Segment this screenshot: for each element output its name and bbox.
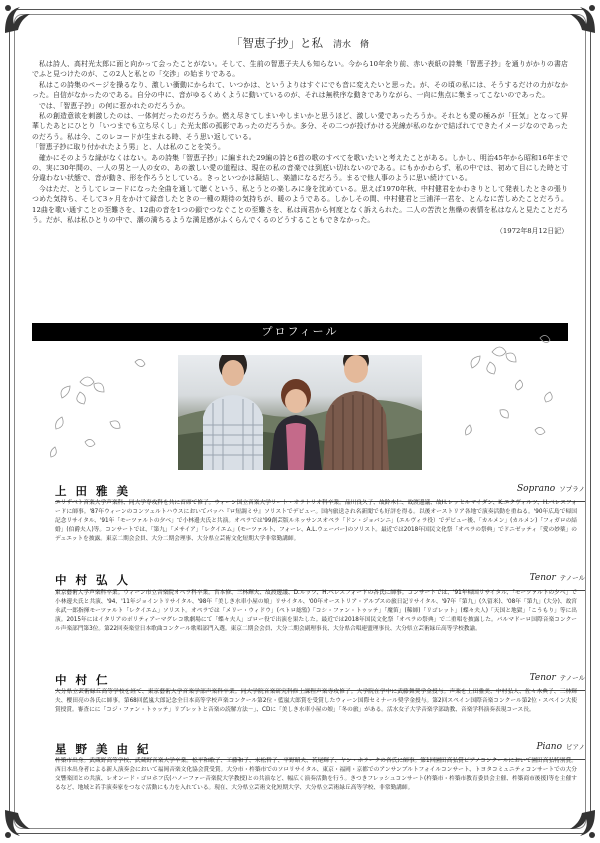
petal-decoration-icon (430, 330, 570, 460)
essay-paragraph: 確かにそのような縁がなくはない。あの詩集「智恵子抄」に編まれた29編の詩と6首の歌のすべてを歌いたいと考えたことがある。しかし、明治45年から昭和16年までの、実に30年間の、一人の男と一人の女の、あの激しい愛の道程は、現在の私の音楽では到底い切れないのである。にもかかわらず、私の中では、初めて目にした時と寸分違わない状態で、音が動き、形を作ろうとしている。きっといつかは凝結し、楽譜になるだろう。まるで他人事のように思い続けている。 (32, 153, 568, 183)
essay-paragraph: 今はただ、とうしてレコードになった全曲を通して聴くという、私とうとの楽しみに身を沈めている。思えば1970年秋、中村健君をかわきりとして発表したときの張りつめた気持ち、そして3ヶ月をかけて録音したときの一種の期待の気持ちが、暖のようである。しかしその間、中村健君と三浦洋一君を、とんなに苦しめたことだろう。12曲を歌い通すことの至難さを、12曲の音を1つの鎖でつなぐことの至難さを、私は両君から何度となく訴えられた。二人の苦渋と焦燥の表情を私はなんと見たことだろう。だが、私は私ひとりの中で、潮の満ちるような満足感がふくらんでくるのどうすることもできなかった。 (32, 184, 568, 225)
singer-bio: エリザベト音楽大学声楽科、同大学専攻科を共に首席で修了。ウィーン国立音楽大学リート・オラトリオ科卒業。品川良久子、故鈴木仁、故渡邊議、故H.レッセルマイダン、K.エクヴィルツ、H.ベレスフォードに師事。'87年ウィーンのコンツェルトハウスにおいてバッハ『ロ短調ミサ』ソリストでデビュー。国内旅送され名新聞でも好評を得る。以後オーストリア各地で演奏活動を重ねる。'90年広島で帰国記念リサイタル、'91年「モーツァルトの夕べ」で小林邊夫氏と共演。オペラでは'99創芸版ルネッサンスオペラ「ドン・ジョバンニ」(エルヴィラ役）でデビュー後、「カルメン」(カルメン)「フィガロの結婚」(伯爵夫人)等。コンサートでは、「第九」「メサイア」「レクイエム」(モーツァルト、フォーレ、A.L.ウェーバー)のソリスト。最近では2018年国民文化祭「オペラの祭典」でドニゼッティ「愛の妙薬」のデュエットを披露。東京二期会会員、大分二期会理事、大分県立芸術文化短期大学非常勤講師。 (55, 500, 577, 543)
singer-role: Piano ピアノ (536, 742, 585, 752)
corner-ornament-icon (564, 807, 598, 841)
essay-title-row (32, 35, 568, 51)
singer-header (55, 569, 585, 591)
performers-photo-illustration (178, 355, 422, 470)
singer-name: 上田雅美 (55, 484, 137, 498)
essay-paragraph: 私はこの詩集のページを操るなり、激しい衝動にかられて、いつかは、というよりはすぐにでも音に変えたいと思った。が、その頃の私には、そうするだけの力がなかった。自信がなかったのである。自分の中に、音がゆるくめくように動いているのが、それは無秩序な動きでありながら、一向に焦点に集まってこないのであった。 (32, 80, 568, 100)
singer-bio: 東京藝術大学声楽科卒業。ウィーン市立音楽院オペラ科卒業。宮本修、三林輝夫、故渡邊議、D.ルッツ、H.ベレスフォードの各氏に師事。コンサートでは、'91年帰国リサイタル、「モーツァルトの夕べ」で小林邊夫氏と共演、'94、'11年ジョイントリサイタル、'98年「美しき水車小屋の娘」リサイタル、'00年オーストリア・アルプスの旅日記リサイタル、'97年「第九」(久留米)、'08年「第九」(大分)、故宮永武一郎指揮モーツァルト「レクイエム」ソリスト。オペラでは「メリー・ウィドウ」(ペトロ総監)「コシ・ファン・トゥッテ」「魔笛」(稀師)「リゴレット」(蝶々夫人)「天国と地獄」「こうもり」等に出演。2015年にはイタリアのポリティアーマグレコ歌劇場にて「蝶々夫人」ゴロー役で出演を果たした。最近では2018年国民文化祭「オペラの祭典」で二重唱を披露した。パルマドーロ国際音楽コンクール声楽部門第3位。第22回奏楽堂日本歌曲コンクール歌唱部門入選。東京二期会会員、大分二期会副理事長、大分県合唱連盟理事長、大分県立芸術緑丘高等学校教諭。 (55, 590, 577, 633)
essay-paragraph: 私の創造意欲を刺激したのは、一体何だったのだろうか。燃え尽きてしまいやしまいかと思うほど、激しい愛であったろうか。それとも愛の極みが「狂気」となって昇華したあとにひとり「いつまでも立ち尽くし」た光太郎の孤影であったのだろうか。多分、その二つが投げかける光線が私のなかで結ばれてできたイメージなのであったのだろう。私は今、このレコードが生まれる時、そう思い返している。 (32, 112, 568, 141)
corner-ornament-icon (564, 2, 598, 36)
corner-ornament-icon (2, 807, 36, 841)
singer-name: 星野美由紀 (55, 742, 158, 756)
performers-photo (178, 355, 422, 470)
essay-section (32, 35, 568, 236)
essay-quote: 「智恵子抄に取り付かれたよう男」と、人は私のことを笑う。 (32, 143, 225, 152)
singer-name: 中村仁 (55, 673, 117, 687)
singer-bio: 大分県立芸術緑丘高等学校を経て、東京藝術大学音楽学部声楽科卒業。同大学院音楽研究科修士課程声楽専攻修了。大学院在学中に武藤舞奨学金授与。声楽を上田雅美、中村弘人、佐々木典子、三林輝夫、櫻田亮の各氏に師事。第68回藍嵐大郎記念全日本高等学校声楽コンクール第2位・藍嵐大郎賞を受賞したウィーン国際セミナール奨学金授与。第2回スペイン国際音楽コンクール第2位・スペイン大使賞授賞。審査にに「コジ・ファン・トゥッテ」リブレットと音楽の読解方法－」、CDに「美しき水車小屋の娘」「冬の旅」がある。活水女子大学音楽学部助教、音楽学科演奏表現コース長。 (55, 689, 577, 714)
essay-author: 清水 脩 (332, 40, 369, 50)
essay-paragraph: では、「智恵子抄」の何に惹かれたのだろうか。 (38, 101, 190, 110)
singer-role: Tenor テノール (529, 573, 585, 583)
petal-decoration-icon (40, 352, 170, 462)
essay-title: 「智恵子抄」と私 (230, 36, 323, 50)
singer-role: Tenor テノール (529, 673, 585, 683)
singer-bio: 杵築市出身。武蔵野高等学校、武蔵野音楽大学卒業。松平和歌子、工藤和子、末松哲子、平野昭夫、若尾輝子、ヤン・ホラークの各氏に師事。第1回園田高弘賞ピアノコンクールにおいて園田高弘特別賞。西日本出身者による新人演奏会において福岡音楽文化協会賞受賞。大分市・杵築市でのソロリサイタル、東京・福岡・京都でのアンサンブルトフォイルコンサート、トヨタコミュニティコンサートでの大分交響楽団との共演、レオンード・ゴロホフ氏(ハノーファー音楽院大学教授)との共演など、幅広く演奏活動を行う。きつきフレッシュコンサート(杵築市・杵築市教育委員会主催、杵築商市後援)等を主催するなど、地域と若手演奏家をつなぐ活動にも力を入れている。現在、大分県立芸術文化短期大学、大分県立芸術緑丘高等学校、非常勤講師。 (55, 758, 577, 792)
profile-banner: プロフィール (32, 323, 568, 341)
essay-date: （1972年8月12日記） (495, 226, 568, 235)
singer-role: Soprano ソプラノ (516, 484, 585, 494)
singer-name: 中村弘人 (55, 573, 137, 587)
essay-paragraph: 私は詩人、高村光太郎に面と向かって会ったことがない。そして、生前の智恵子夫人も知らない。今から10年余り前、赤い表紙の詩集「智恵子抄」を通りがかりの書店でふと見つけたのが、この2人と私との「交渉」の始まりである。 (32, 60, 568, 79)
corner-ornament-icon (2, 2, 36, 36)
